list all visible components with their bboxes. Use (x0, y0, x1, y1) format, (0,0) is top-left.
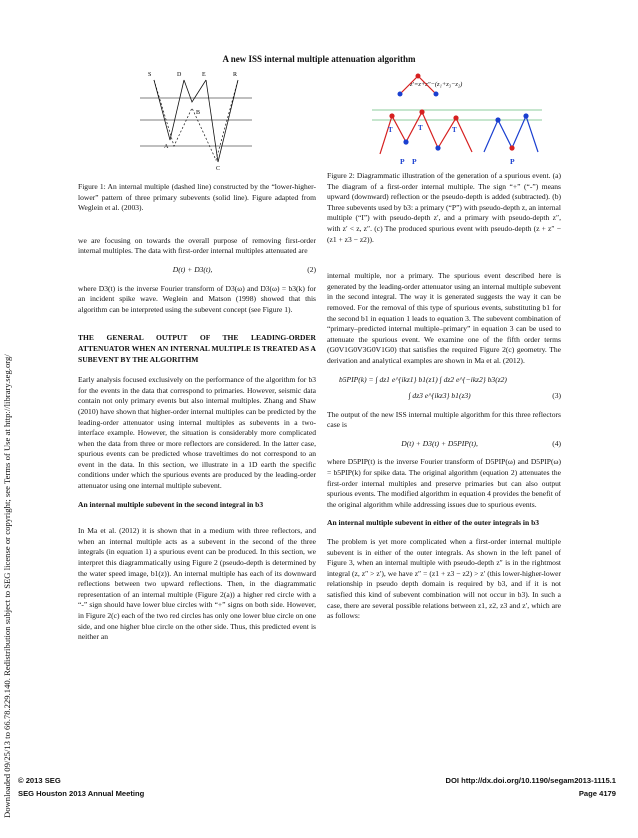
section-heading: THE GENERAL OUTPUT OF THE LEADING-ORDER ATTENUATOR WHEN AN INTERNAL MULTIPLE IS TREATED AS A SUBEVENT BY THE ALGORITHM (78, 333, 316, 364)
fig2-label-p1: P (400, 157, 405, 166)
right-subheading: An internal multiple subevent in either of the outer integrals in b3 (327, 518, 540, 528)
equation-2-number: (2) (307, 264, 316, 274)
equation-3 (327, 391, 561, 402)
fig2-red-circle-2 (419, 109, 424, 114)
equation-2 (78, 265, 316, 276)
fig2-label-p3: P (510, 157, 515, 166)
right-paragraph-1: internal multiple, nor a primary. The spurious event described here is generated by the leading-order attenuator using an internal multiple subevent in the second integral. The way it is generated suggests the way it can be removed. For the removal of this type of spurious events, substituting b1 for the second b1 in equation 1 leads to equation 3. The subevent combination of “primary–predicted internal multiple–primary” in equation 3 can be used to attenuate the spurious event. We examine one of the fifth order terms (G0V1G0V3G0V1G0) that satisfies the required Figure 2(c) geometry. The derivation and analytical examples are shown in Ma et al. (2012). (327, 271, 561, 365)
fig1-label-e: E (202, 72, 206, 78)
equation-2-formula: D(t) + D3(t), (172, 264, 213, 274)
figure-1-diagram (140, 68, 252, 172)
fig2-blue-circle-2 (435, 145, 440, 150)
footer-left (18, 776, 144, 798)
footer-page-number: Page 4179 (578, 789, 616, 798)
fig1-primary-c (206, 80, 238, 162)
fig2-right-red-1 (509, 145, 514, 150)
right-paragraph-3: where D5PIP(t) is the inverse Fourier transform of D5PIP(ω) and D5PIP(ω) = b5PIP(k) for spike data. The original algorithm (equation 2) attenuates the first-order internal multiples and preserve primaries but can also output spurious events. The modified algorithm in equation 4 provides the benefit of the original algorithm while addressing issues due to spurious events. (327, 457, 561, 509)
footer-doi: DOI http://dx.doi.org/10.1190/segam2013-1115.1 (445, 776, 616, 785)
fig2-top-red (416, 74, 421, 79)
fig2-right-blue-2 (523, 113, 528, 118)
left-subheading: An internal multiple subevent in the second integral in b3 (78, 499, 264, 509)
fig1-primary-a (154, 80, 184, 140)
footer-meeting: SEG Houston 2013 Annual Meeting (18, 789, 145, 798)
figure-2-caption: Figure 2: Diagrammatic illustration of the generation of a spurious event. (a) The diagram of a first-order internal multiple. The sign “+” (“-”) means upward (downward) reflection or the pseudo-depth is added (subtracted). (b) Three subevents used by b3: a primary (“P”) with pseudo-depth z, an internal multiple (“I”) with pseudo-depth z′, and a primary with pseudo-depth z″, with z′ < z, z″. (c) The produced spurious event with pseudo-depth (z + z″ − (z1 + z3 − z2)). (327, 171, 561, 244)
side-download-note (2, 18, 14, 838)
right-paragraph-2: The output of the new ISS internal multiple algorithm for this three reflectors case is (327, 409, 561, 430)
fig1-primary-b (184, 80, 206, 102)
equation-3-line-2: ∫ dz3 e^{ikz3} b1(z3) (408, 391, 471, 401)
fig2-top-equation: z′=z+z″−(z₁+z₃−z₂) (410, 81, 463, 88)
equation-3-number: (3) (552, 391, 561, 401)
fig2-red-circle-3 (453, 115, 458, 120)
fig2-label-t1: T (388, 126, 393, 134)
equation-4-formula: D(t) + D3(t) + D5PIP(t), (401, 438, 478, 448)
left-paragraph-4: In Ma et al. (2012) it is shown that in a medium with three reflectors, and when an internal multiple acts as a subevent in the second of the three integrals (in equation 1) a spurious event can be produced. In this section, we interpret this diagrammatically using Figure 2 (pseudo-depth is determined by the water speed image, b1(z)). An internal multiple has each of its downward reflections between two upward reflections. Then, in the diagrammatic representation of an internal multiple (Figure 2(a)) a higher red circle with a “-” sign should have lower blue circles with “+” signs on both side. However, in Figure 2(c) each of the two red circles has only one lower blue circle on one side, and one higher blue circle on the other side. Thus, this predicted event is neither an (78, 526, 316, 642)
footer-right (445, 776, 616, 798)
footer-copyright: © 2013 SEG (18, 776, 61, 785)
equation-4 (327, 439, 561, 450)
fig2-blue-circle-1 (403, 139, 408, 144)
left-paragraph-1: we are focusing on towards the overall purpose of removing first-order internal multiples. The data with first-order internal multiples attenuated are (78, 235, 316, 256)
fig2-label-t3: T (452, 126, 457, 134)
right-paragraph-4: The problem is yet more complicated when a first-order internal multiple subevent is in either of the outer integrals. As shown in the left panel of Figure 3, when an internal multiple with pseudo-depth z″ is in the rightmost integral (z, z″ > z′), we have z″ = (z1 + z3 − z2) > z′ (this lower-higher-lower relationship in pseudo depth domain is required by b3, and if it is not satisfied this kind of subevent combination will not occur in b3). In such a case, there are several possible relations between z1, z2, z3 and z′, which are as follows: (327, 537, 561, 621)
fig2-right-blue-1 (495, 117, 500, 122)
fig1-label-a: A (164, 144, 169, 150)
left-paragraph-3: Early analysis focused exclusively on the performance of the algorithm for b3 for the events in the data that correspond to primaries. However, seismic data contain not only primary events but also internal multiples. Zhang and Shaw (2010) have shown that higher-order internal multiples can be predicted by the leading-order attenuator using internal multiples as subevents in a two-interface example. However, the situation is considerably more complicated when the data from three or more reflectors are considered. In the latter case, spurious events can be predicted whose traveltimes do not correspond to an event in the data. In this section, we illustrate in a 1D earth the specific conditions under which the spurious events are produced by the leading-order attenuator using one internal multiple subevent. (78, 375, 316, 491)
right-column (327, 171, 561, 630)
figure-2-diagram (372, 66, 542, 166)
equation-4-number: (4) (552, 438, 561, 448)
fig1-label-b: B (196, 110, 201, 116)
fig2-top-blue-left (398, 92, 403, 97)
equation-3-line-1: b5PIP(k) = ∫ dz1 e^{ikz1} b1(z1) ∫ dz2 e^{−ikz2} b3(z2) (339, 374, 507, 384)
fig1-label-s: S (148, 72, 152, 78)
paper-title: A new ISS internal multiple attenuation algorithm (222, 54, 416, 64)
fig2-red-circle-1 (389, 113, 394, 118)
left-paragraph-2: where D3(t) is the inverse Fourier transform of D3(ω) and D3(ω) = b3(k) for an incident spike wave. Weglein and Matson (1998) showed that this algorithm can be interpreted using the subevent concept (see Figure 1). (78, 283, 316, 314)
fig1-label-r: R (233, 72, 238, 78)
fig2-label-t2: T (418, 124, 423, 132)
fig2-top-blue-right (434, 92, 439, 97)
fig1-label-d: D (177, 72, 182, 78)
left-column (78, 182, 316, 651)
fig1-label-c: C (216, 166, 221, 172)
figure-1-caption: Figure 1: An internal multiple (dashed line) constructed by the “lower-higher-lower” pattern of three primary subevents (solid line). Figure adapted from Weglein et al. (2003). (78, 182, 316, 213)
fig2-label-p2: P (412, 157, 417, 166)
download-note-text: Downloaded 09/25/13 to 66.78.229.140. Redistribution subject to SEG license or copyright; see Terms of Use at http://library.seg.org/ (2, 354, 12, 818)
